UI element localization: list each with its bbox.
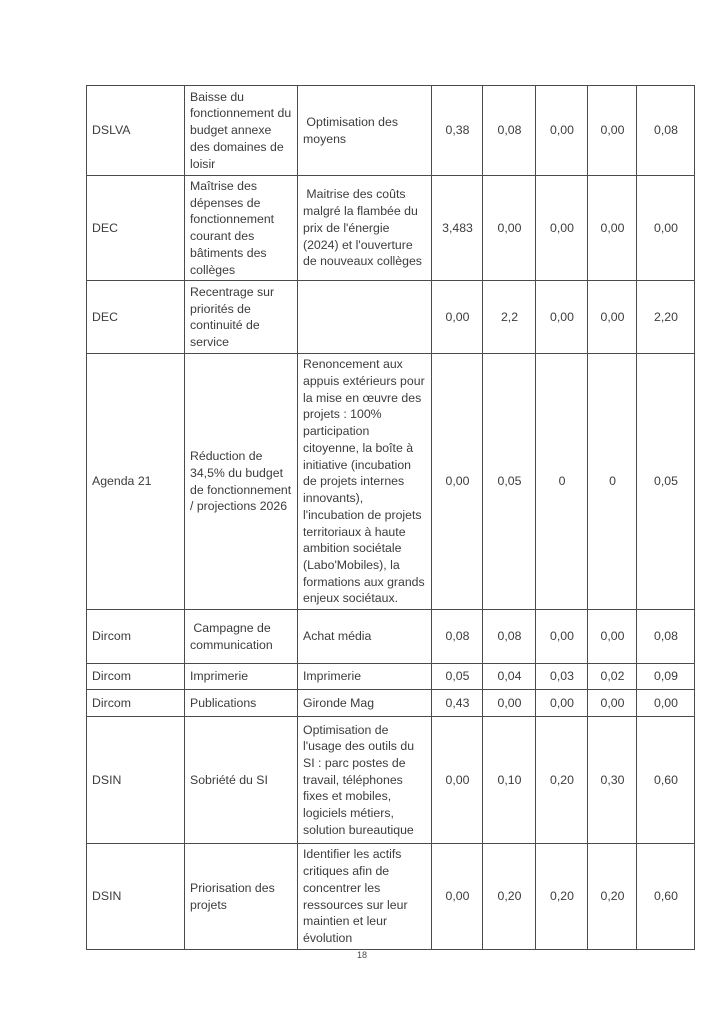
entity-cell: DEC	[87, 176, 185, 281]
entity-cell: DSIN	[87, 844, 185, 950]
entity-cell: Dircom	[87, 690, 185, 717]
table-row	[87, 690, 695, 717]
value-cell-3: 0,03	[536, 664, 588, 690]
action-cell: Imprimerie	[185, 664, 298, 690]
value-cell-2: 0,08	[483, 610, 536, 664]
description-cell: Optimisation des moyens	[298, 86, 432, 176]
value-cell-3: 0,00	[536, 281, 588, 354]
value-cell-5: 0,05	[637, 354, 695, 610]
entity-cell: Dircom	[87, 610, 185, 664]
table-body	[87, 86, 695, 950]
description-cell: Maitrise des coûts malgré la flambée du prix de l'énergie (2024) et l'ouverture de nouveaux collèges	[298, 176, 432, 281]
value-cell-5: 0,60	[637, 844, 695, 950]
value-cell-4: 0,00	[588, 610, 637, 664]
value-cell-5: 0,00	[637, 690, 695, 717]
value-cell-3: 0,00	[536, 176, 588, 281]
value-cell-1: 0,00	[432, 717, 483, 844]
value-cell-5: 0,60	[637, 717, 695, 844]
entity-cell: Dircom	[87, 664, 185, 690]
description-cell: Identifier les actifs critiques afin de concentrer les ressources sur leur maintien et leur évolution	[298, 844, 432, 950]
entity-cell: DSLVA	[87, 86, 185, 176]
action-cell: Sobriété du SI	[185, 717, 298, 844]
value-cell-1: 0,00	[432, 281, 483, 354]
page-number: 18	[356, 950, 367, 960]
action-cell: Réduction de 34,5% du budget de fonctionnement / projections 2026	[185, 354, 298, 610]
value-cell-2: 0,10	[483, 717, 536, 844]
table-row	[87, 354, 695, 610]
value-cell-1: 0,00	[432, 844, 483, 950]
value-cell-2: 0,08	[483, 86, 536, 176]
value-cell-4: 0,00	[588, 176, 637, 281]
value-cell-1: 3,483	[432, 176, 483, 281]
table-row	[87, 610, 695, 664]
value-cell-3: 0,00	[536, 86, 588, 176]
value-cell-1: 0,05	[432, 664, 483, 690]
value-cell-4: 0	[588, 354, 637, 610]
action-cell: Campagne de communication	[185, 610, 298, 664]
table-row	[87, 717, 695, 844]
value-cell-3: 0,20	[536, 844, 588, 950]
value-cell-3: 0	[536, 354, 588, 610]
action-cell: Publications	[185, 690, 298, 717]
value-cell-2: 0,20	[483, 844, 536, 950]
value-cell-4: 0,00	[588, 281, 637, 354]
entity-cell: DSIN	[87, 717, 185, 844]
value-cell-4: 0,20	[588, 844, 637, 950]
entity-cell: DEC	[87, 281, 185, 354]
value-cell-2: 2,2	[483, 281, 536, 354]
description-cell: Gironde Mag	[298, 690, 432, 717]
action-cell: Priorisation des projets	[185, 844, 298, 950]
table-row	[87, 86, 695, 176]
value-cell-5: 0,08	[637, 610, 695, 664]
table-row	[87, 664, 695, 690]
value-cell-1: 0,38	[432, 86, 483, 176]
description-cell	[298, 281, 432, 354]
action-cell: Maîtrise des dépenses de fonctionnement courant des bâtiments des collèges	[185, 176, 298, 281]
value-cell-2: 0,04	[483, 664, 536, 690]
action-cell: Baisse du fonctionnement du budget annexe des domaines de loisir	[185, 86, 298, 176]
value-cell-2: 0,05	[483, 354, 536, 610]
description-cell: Optimisation de l'usage des outils du SI : parc postes de travail, téléphones fixes et mobiles, logiciels métiers, solution bureautique	[298, 717, 432, 844]
value-cell-5: 0,09	[637, 664, 695, 690]
value-cell-4: 0,00	[588, 86, 637, 176]
table-row	[87, 281, 695, 354]
value-cell-3: 0,00	[536, 690, 588, 717]
value-cell-5: 0,00	[637, 176, 695, 281]
entity-cell: Agenda 21	[87, 354, 185, 610]
description-cell: Renoncement aux appuis extérieurs pour la mise en œuvre des projets : 100% participation citoyenne, la boîte à initiative (incubation de projets internes innovants), l'incubation de projets territoriaux à haute ambition sociétale (Labo'Mobiles), la formations aux grands enjeux sociétaux.	[298, 354, 432, 610]
budget-measures-table	[86, 85, 695, 950]
description-cell: Achat média	[298, 610, 432, 664]
action-cell: Recentrage sur priorités de continuité de service	[185, 281, 298, 354]
value-cell-1: 0,08	[432, 610, 483, 664]
value-cell-3: 0,00	[536, 610, 588, 664]
value-cell-5: 2,20	[637, 281, 695, 354]
table-row	[87, 844, 695, 950]
value-cell-2: 0,00	[483, 176, 536, 281]
value-cell-5: 0,08	[637, 86, 695, 176]
value-cell-4: 0,02	[588, 664, 637, 690]
value-cell-1: 0,43	[432, 690, 483, 717]
value-cell-1: 0,00	[432, 354, 483, 610]
value-cell-2: 0,00	[483, 690, 536, 717]
table-row	[87, 176, 695, 281]
description-cell: Imprimerie	[298, 664, 432, 690]
value-cell-4: 0,00	[588, 690, 637, 717]
value-cell-4: 0,30	[588, 717, 637, 844]
value-cell-3: 0,20	[536, 717, 588, 844]
